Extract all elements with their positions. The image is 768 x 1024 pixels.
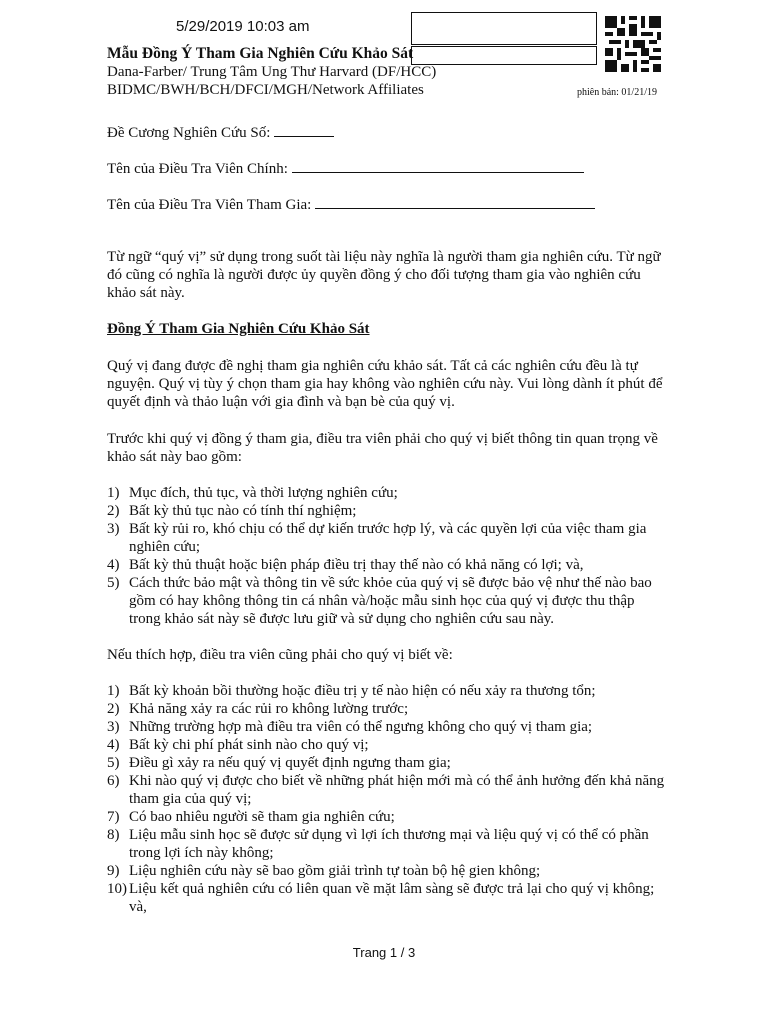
- list-item: [107, 862, 667, 880]
- list-item: [107, 520, 667, 556]
- list-text: Bất kỳ thủ tục nào có tính thí nghiệm;: [129, 503, 357, 519]
- list-item: [107, 502, 667, 520]
- list-number: 10): [107, 881, 127, 897]
- protocol-field: [107, 122, 334, 142]
- qr-code-icon: [605, 16, 661, 72]
- list-number: 3): [107, 719, 120, 735]
- list-number: 6): [107, 773, 120, 789]
- list-item: [107, 754, 667, 772]
- list-number: 1): [107, 485, 120, 501]
- list-text: Mục đích, thủ tục, và thời lượng nghiên cứu;: [129, 485, 398, 501]
- list-number: 7): [107, 809, 120, 825]
- version-label: phiên bản: 01/21/19: [577, 87, 657, 98]
- form-title: Mẫu Đồng Ý Tham Gia Nghiên Cứu Khảo Sát: [107, 45, 414, 62]
- list-text: Cách thức bảo mật và thông tin về sức khỏe của quý vị sẽ được bảo vệ như thế nào bao gồm có hay không thông tin cá nhân và/hoặc mẫu sinh học của quý vị được thu thập trong khảo sát này sẽ được lưu giữ và sử dụng cho nghiên cứu sau này.: [129, 575, 652, 627]
- list-number: 2): [107, 701, 120, 717]
- intro-paragraph: Từ ngữ “quý vị” sử dụng trong suốt tài liệu này nghĩa là người tham gia nghiên cứu. Từ ngữ đó cũng có nghĩa là người được ủy quyền đồng ý cho đối tượng tham gia vào nghiên cứu khảo sát này.: [107, 249, 661, 301]
- list-text: Khi nào quý vị được cho biết về những phát hiện mới mà có thể ảnh hưởng đến khả năng tham gia của quý vị;: [129, 773, 665, 807]
- list-item: [107, 736, 667, 754]
- list-text: Liệu nghiên cứu này sẽ bao gồm giải trình tự toàn bộ hệ gien không;: [129, 863, 541, 879]
- list-number: 1): [107, 683, 120, 699]
- list-text: Liệu kết quả nghiên cứu có liên quan về mặt lâm sàng sẽ được trả lại cho quý vị không; và,: [129, 881, 655, 915]
- participating-investigator-field: [107, 194, 595, 214]
- list-text: Bất kỳ rủi ro, khó chịu có thể dự kiến trước hợp lý, và các quyền lợi của việc tham gia nghiên cứu;: [129, 521, 647, 555]
- page-number: Trang 1 / 3: [352, 945, 416, 960]
- protocol-blank: [274, 122, 334, 137]
- principal-investigator-field: [107, 158, 584, 178]
- list-text: Bất kỳ thủ thuật hoặc biện pháp điều trị thay thế nào có khả năng có lợi; và,: [129, 557, 584, 573]
- list-number: 5): [107, 755, 120, 771]
- list-item: [107, 808, 667, 826]
- list-text: Khả năng xảy ra các rủi ro không lường trước;: [129, 701, 409, 717]
- conditional-paragraph: Nếu thích hợp, điều tra viên cũng phải cho quý vị biết về:: [107, 647, 453, 663]
- participating-investigator-label: Tên của Điều Tra Viên Tham Gia:: [107, 197, 312, 213]
- list-text: Bất kỳ khoản bồi thường hoặc điều trị y tế nào hiện có nếu xảy ra thương tổn;: [129, 683, 596, 699]
- participating-investigator-blank: [315, 194, 595, 209]
- list-text: Liệu mẫu sinh học sẽ được sử dụng vì lợi ích thương mại và liệu quý vị có thể có phần trong lợi ích này không;: [129, 827, 649, 861]
- principal-investigator-blank: [292, 158, 584, 173]
- list-number: 8): [107, 827, 120, 843]
- list-item: [107, 700, 667, 718]
- conditional-info-list: [107, 682, 667, 916]
- list-number: 4): [107, 557, 120, 573]
- list-text: Có bao nhiêu người sẽ tham gia nghiên cứu;: [129, 809, 395, 825]
- list-number: 2): [107, 503, 120, 519]
- required-info-list: [107, 484, 667, 628]
- list-number: 5): [107, 575, 120, 591]
- institution-line: Dana-Farber/ Trung Tâm Ung Thư Harvard (DF/HCC): [107, 64, 437, 80]
- list-text: Bất kỳ chi phí phát sinh nào cho quý vị;: [129, 737, 369, 753]
- list-number: 9): [107, 863, 120, 879]
- consent-paragraph: Quý vị đang được đề nghị tham gia nghiên cứu khảo sát. Tất cả các nghiên cứu đều là tự nguyện. Quý vị tùy ý chọn tham gia hay không vào nghiên cứu này. Vui lòng dành ít phút để quyết định và thảo luận với gia đình và bạn bè của quý vị.: [107, 358, 663, 410]
- form-box-bottom: [411, 46, 597, 65]
- affiliates-line: BIDMC/BWH/BCH/DFCI/MGH/Network Affiliates: [107, 82, 424, 98]
- protocol-label: Đề Cương Nghiên Cứu Số:: [107, 125, 271, 141]
- list-number: 3): [107, 521, 120, 537]
- list-item: [107, 772, 667, 808]
- list-item: [107, 682, 667, 700]
- list-item: [107, 484, 667, 502]
- list-text: Điều gì xảy ra nếu quý vị quyết định ngưng tham gia;: [129, 755, 451, 771]
- section-heading: Đồng Ý Tham Gia Nghiên Cứu Khảo Sát: [107, 321, 370, 337]
- list-text: Những trường hợp mà điều tra viên có thể ngưng không cho quý vị tham gia;: [129, 719, 593, 735]
- disclosure-paragraph: Trước khi quý vị đồng ý tham gia, điều tra viên phải cho quý vị biết thông tin quan trọng về khảo sát này bao gồm:: [107, 431, 658, 465]
- form-box-top: [411, 12, 597, 45]
- list-item: [107, 574, 667, 628]
- print-timestamp: 5/29/2019 10:03 am: [176, 18, 310, 35]
- list-item: [107, 718, 667, 736]
- principal-investigator-label: Tên của Điều Tra Viên Chính:: [107, 161, 288, 177]
- list-number: 4): [107, 737, 120, 753]
- list-item: [107, 826, 667, 862]
- list-item: [107, 556, 667, 574]
- list-item: [107, 880, 667, 916]
